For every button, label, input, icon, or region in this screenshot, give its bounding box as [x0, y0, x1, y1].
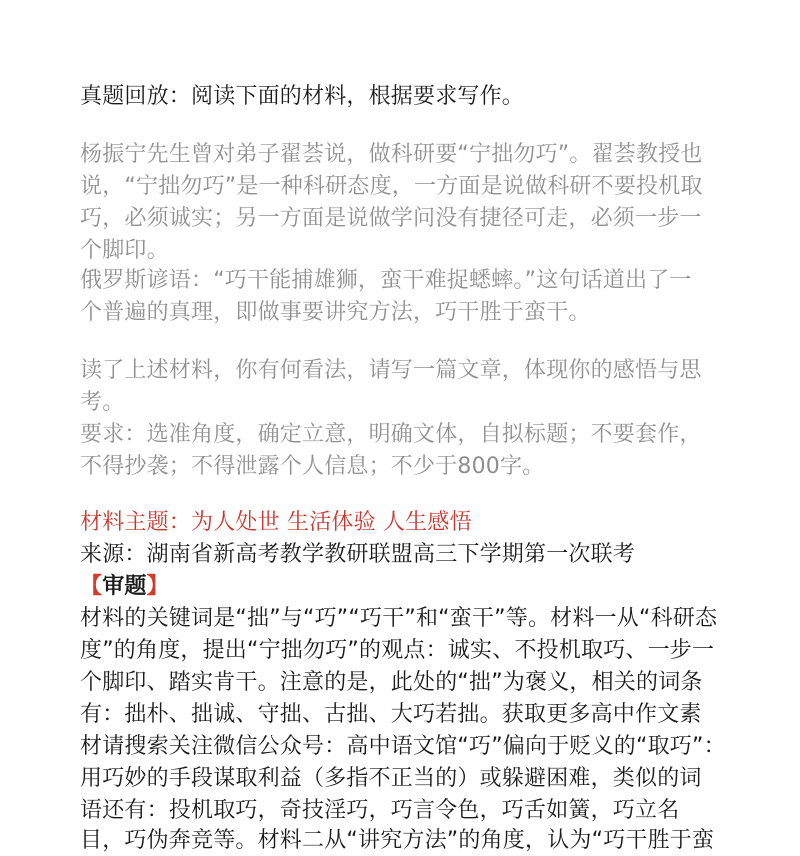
material-line: 杨振宁先生曾对弟子翟荟说，做科研要“宁拙勿巧”。翟荟教授也	[80, 142, 703, 167]
material-line: 俄罗斯谚语：“巧干能捕雄狮，蛮干难捉蟋蟀。”这句话道出了一	[80, 268, 692, 293]
requirement-line: 考。	[80, 390, 125, 415]
analysis-line: 材请搜索关注微信公众号：高中语文馆“巧”偏向于贬义的“取巧”：	[80, 734, 726, 759]
analysis-line: 有：拙朴、拙诚、守拙、古拙、大巧若拙。获取更多高中作文素	[80, 702, 702, 727]
question-title: 真题回放：阅读下面的材料，根据要求写作。	[80, 84, 525, 109]
analysis-line: 目，巧伪奔竞等。材料二从“讲究方法”的角度，认为“巧干胜于蛮	[80, 828, 715, 853]
analysis-line: 个脚印、踏实肯干。注意的是，此处的“拙”为褒义，相关的词条	[80, 670, 703, 695]
theme-line: 材料主题：为人处世 生活体验 人生感悟	[80, 510, 472, 535]
analysis-line: 度”的角度，提出“宁拙勿巧”的观点：诚实、不投机取巧、一步一	[80, 638, 715, 663]
heading-bracket-open: 【	[80, 574, 103, 599]
heading-bracket-close: 】	[146, 574, 169, 599]
material-line: 说，“宁拙勿巧”是一种科研态度，一方面是说做科研不要投机取	[80, 174, 703, 199]
material-line: 个脚印。	[80, 238, 169, 263]
material-line: 巧，必须诚实；另一方面是说做学问没有捷径可走，必须一步一	[80, 206, 702, 231]
analysis-line: 材料的关键词是“拙”与“巧”“巧干”和“蛮干”等。材料一从“科研态	[80, 606, 718, 631]
requirement-line: 读了上述材料，你有何看法，请写一篇文章，体现你的感悟与思	[80, 358, 702, 383]
source-line: 来源：湖南省新高考教学教研联盟高三下学期第一次联考	[80, 542, 636, 567]
heading-text: 审题	[102, 574, 147, 599]
analysis-line: 语还有：投机取巧，奇技淫巧，巧言令色，巧舌如簧，巧立名	[80, 798, 680, 823]
section-heading	[80, 572, 169, 602]
analysis-line: 用巧妙的手段谋取利益（多指不正当的）或躲避困难，类似的词	[80, 766, 702, 791]
material-line: 个普遍的真理，即做事要讲究方法，巧干胜于蛮干。	[80, 300, 591, 325]
requirement-line: 不得抄袭；不得泄露个人信息；不少于800字。	[80, 454, 545, 479]
requirement-line: 要求：选准角度，确定立意，明确文体，自拟标题；不要套作，	[80, 422, 702, 447]
